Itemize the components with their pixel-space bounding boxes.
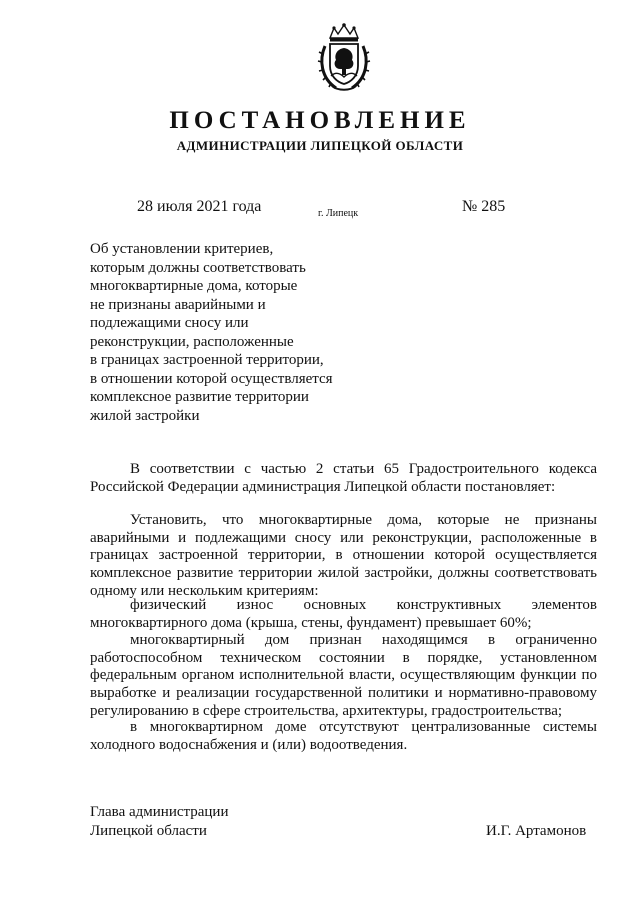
document-type-heading: ПОСТАНОВЛЕНИЕ (169, 107, 471, 134)
signer-title-line: Липецкой области (90, 823, 207, 839)
signer-title-line: Глава администрации (90, 804, 229, 820)
subject-line: комплексное развитие территории (90, 389, 309, 405)
subject-line: многоквартирные дома, которые (90, 278, 298, 294)
criterion-paragraph-1: физический износ основных конструктивных элементов многоквартирного дома (крыша, стены, фундамент) превышает 60%; (90, 597, 597, 631)
subject-line: в отношении которой осуществляется (90, 370, 333, 387)
resolution-paragraph: Установить, что многоквартирные дома, которые не признаны аварийными и подлежащими сносу или реконструкции, расположенные в границах застроенной территории, в отношении которой осуществляется комплексное развитие территории жилой застройки, должны соответствовать одному или нескольким критериям: (90, 512, 597, 599)
signer-name: И.Г. Артамонов (486, 823, 587, 839)
subject-line: не признаны аварийными и (90, 296, 266, 313)
subject-line: Об установлении критериев, (90, 241, 274, 257)
subject-line: жилой застройки (90, 407, 200, 424)
subject-line: которым должны соответствовать (90, 259, 306, 276)
subject-line: в границах застроенной территории, (90, 352, 324, 368)
subject-line: реконструкции, расположенные (90, 333, 294, 350)
criterion-paragraph-2: многоквартирный дом признан находящимся в ограниченно работоспособном техническом состоянии в порядке, установленном федеральным органом исполнительной власти, осуществляющим функции по выработке и реализации государственной политики и нормативно-правовому регулированию в сфере строительства, архитектуры, градостроительства; (90, 632, 597, 719)
subject-line: подлежащими сносу или (90, 315, 249, 331)
preamble-paragraph: В соответствии с частью 2 статьи 65 Градостроительного кодекса Российской Федерации администрация Липецкой области постановляет: (90, 461, 597, 495)
document-number: № 285 (462, 198, 506, 215)
signer-title (90, 803, 228, 841)
lipetsk-oblast-coat-of-arms-icon (316, 22, 372, 92)
document-city: г. Липецк (318, 208, 359, 219)
criterion-paragraph-3: в многоквартирном доме отсутствуют централизованные системы холодного водоснабжения и (или) водоотведения. (90, 719, 597, 753)
document-subject (90, 240, 390, 425)
document-date: 28 июля 2021 года (137, 198, 262, 215)
issuer-heading: АДМИНИСТРАЦИИ ЛИПЕЦКОЙ ОБЛАСТИ (176, 138, 464, 153)
